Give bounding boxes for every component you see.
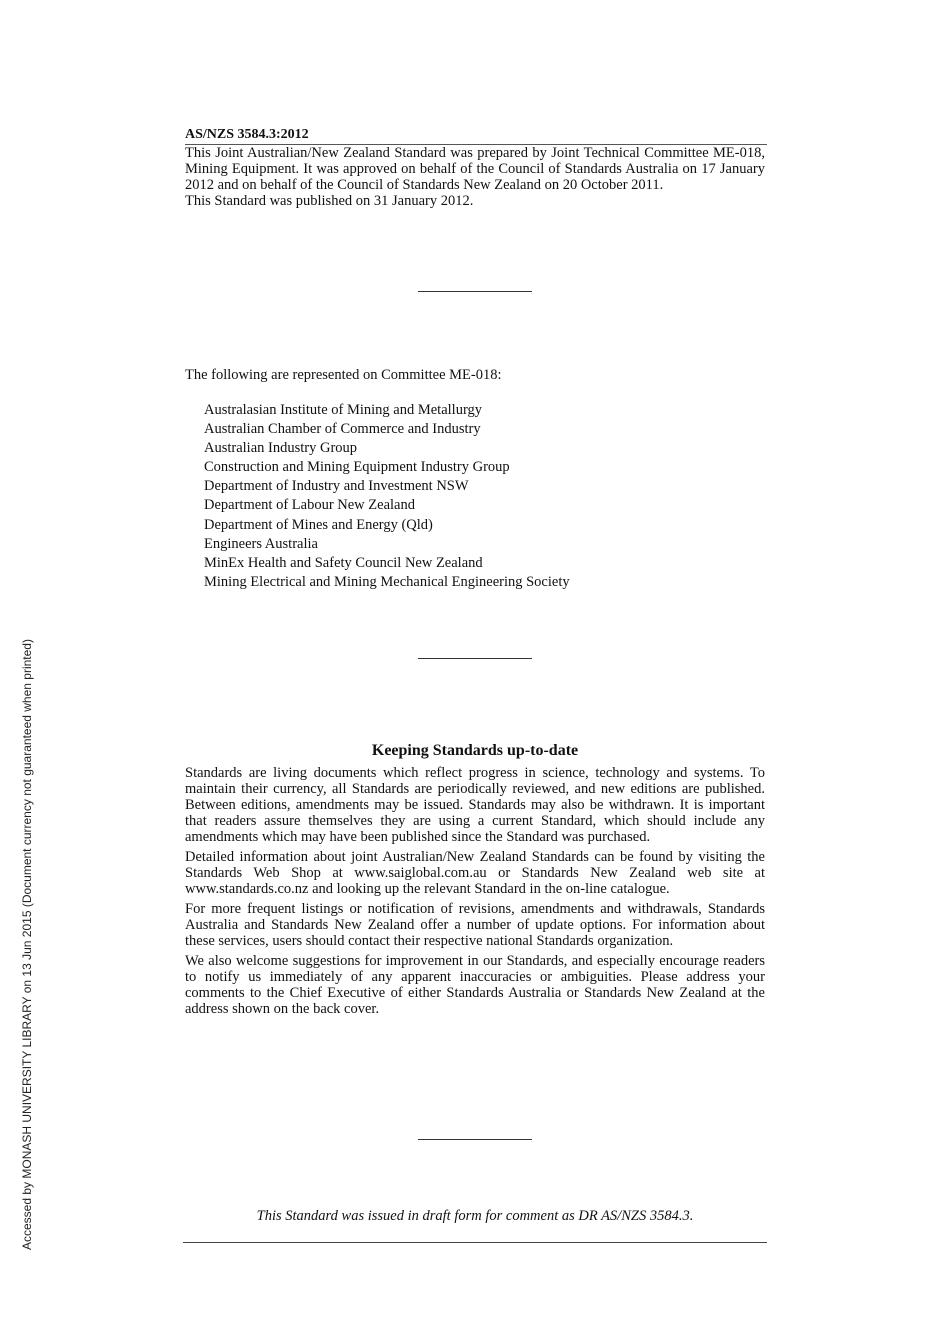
list-item: Australasian Institute of Mining and Metallurgy [204,402,483,418]
approval-paragraph: This Joint Australian/New Zealand Standard was prepared by Joint Technical Committee ME-018, Mining Equipment. It was approved on behalf of the Council of Standards Australia on 17 January 2012 and on behalf of the Council of Standards New Zealand on 20 October 2011. [185,145,765,193]
body-paragraph: For more frequent listings or notification of revisions, amendments and withdrawals, Standards Australia and Standards New Zealand offer a number of update options. For information about these services, users should contact their respective national Standards organization. [185,901,765,949]
list-item: Australian Industry Group [204,440,358,457]
committee-intro: The following are represented on Committee ME-018: [185,367,502,383]
draft-note: This Standard was issued in draft form for comment as DR AS/NZS 3584.3. [256,1208,694,1224]
section-separator [418,658,532,659]
section-separator [418,291,532,292]
list-item: Construction and Mining Equipment Industry Group [204,459,510,476]
access-watermark: Accessed by MONASH UNIVERSITY LIBRARY on 13 Jun 2015 (Document currency not guaranteed when printed) [20,639,34,1250]
section-heading: Keeping Standards up-to-date [371,742,579,759]
publication-date: This Standard was published on 31 January 2012. [185,193,474,209]
list-item: Australian Chamber of Commerce and Industry [204,421,481,438]
list-item: Department of Labour New Zealand [204,497,415,514]
committee-member-list [204,401,570,592]
body-paragraph: Detailed information about joint Australian/New Zealand Standards can be found by visiting the Standards Web Shop at www.saiglobal.com.au or Standards New Zealand web site at www.standards.co.nz and looking up the relevant Standard in the on-line catalogue. [185,849,765,897]
approval-statement [185,145,765,209]
section-separator [418,1139,532,1140]
list-item: MinEx Health and Safety Council New Zealand [204,554,483,571]
footer-rule [183,1242,767,1243]
body-paragraph: We also welcome suggestions for improvement in our Standards, and especially encourage readers to notify us immediately of any apparent inaccuracies or ambiguities. Please address your comments to the Chief Executive of either Standards Australia or Standards New Zealand at the address shown on the back cover. [185,953,765,1017]
list-item: Engineers Australia [204,535,318,552]
body-paragraph: Standards are living documents which reflect progress in science, technology and systems. To maintain their currency, all Standards are periodically reviewed, and new editions are published. Between editions, amendments may be issued. Standards may also be withdrawn. It is important that readers assure themselves they are using a current Standard, which should include any amendments which may have been published since the Standard was purchased. [185,765,765,845]
list-item: Department of Mines and Energy (Qld) [204,516,433,533]
list-item: Department of Industry and Investment NSW [204,478,469,495]
standard-id: AS/NZS 3584.3:2012 [185,127,309,142]
keeping-up-to-date-body [185,765,765,1021]
list-item: Mining Electrical and Mining Mechanical Engineering Society [204,573,570,590]
